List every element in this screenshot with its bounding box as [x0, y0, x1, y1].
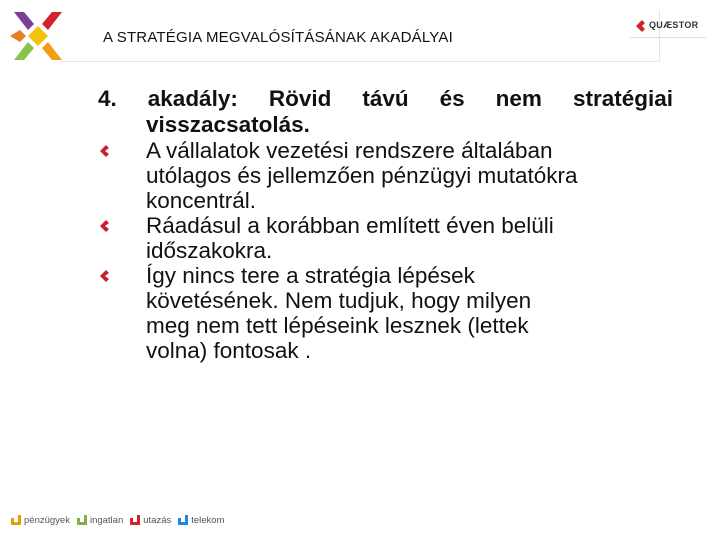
bullet-line: időszakokra.: [146, 238, 273, 263]
footer-item-ingatlan: [76, 514, 123, 526]
bullet-line: Így nincs tere a stratégia lépések: [146, 263, 475, 288]
footer-label: ingatlan: [89, 514, 124, 526]
red-arrow-icon: [129, 514, 141, 526]
footer-item-penzugyek: [10, 514, 70, 526]
footer: [10, 510, 231, 530]
brand-name: QUÆSTOR: [649, 20, 699, 30]
footer-item-utazas: [129, 514, 171, 526]
brand-logo: [630, 16, 706, 38]
bullet-line: követésének. Nem tudjuk, hogy milyen: [146, 288, 532, 313]
bullet-line: A vállalatok vezetési rendszere általában: [146, 138, 553, 163]
bullet-line: Ráadásul a korábban említett éven belüli: [146, 213, 554, 238]
footer-item-telekom: [177, 514, 224, 526]
obstacle-heading-continued: visszacsatolás.: [146, 112, 310, 137]
slide-content: [98, 86, 678, 363]
orange-arrow-icon: [10, 514, 22, 526]
red-diamond-arrow-icon: [98, 144, 110, 158]
company-logo-icon: [8, 6, 68, 66]
green-arrow-icon: [76, 514, 88, 526]
footer-label: pénzügyek: [24, 514, 70, 526]
red-diamond-arrow-icon: [98, 219, 110, 233]
quaestor-mark-icon: [632, 18, 648, 34]
bullet-line: koncentrál.: [146, 188, 257, 213]
bullet-line: utólagos és jellemzően pénzügyi mutatókra: [146, 163, 578, 188]
bullet-line: meg nem tett lépéseink lesznek (lettek: [146, 313, 529, 338]
bullet-item: [98, 213, 678, 263]
footer-label: utazás: [143, 514, 172, 526]
obstacle-heading: 4. akadály: Rövid távú és nem stratégiai: [98, 86, 673, 111]
blue-arrow-icon: [177, 514, 189, 526]
red-diamond-arrow-icon: [98, 269, 110, 283]
bullet-item: [98, 263, 678, 363]
footer-label: telekom: [191, 514, 225, 526]
slide-title: A STRATÉGIA MEGVALÓSÍTÁSÁNAK AKADÁLYAI: [103, 29, 453, 46]
bullet-item: [98, 138, 678, 213]
bullet-line: volna) fontosak .: [146, 338, 312, 363]
